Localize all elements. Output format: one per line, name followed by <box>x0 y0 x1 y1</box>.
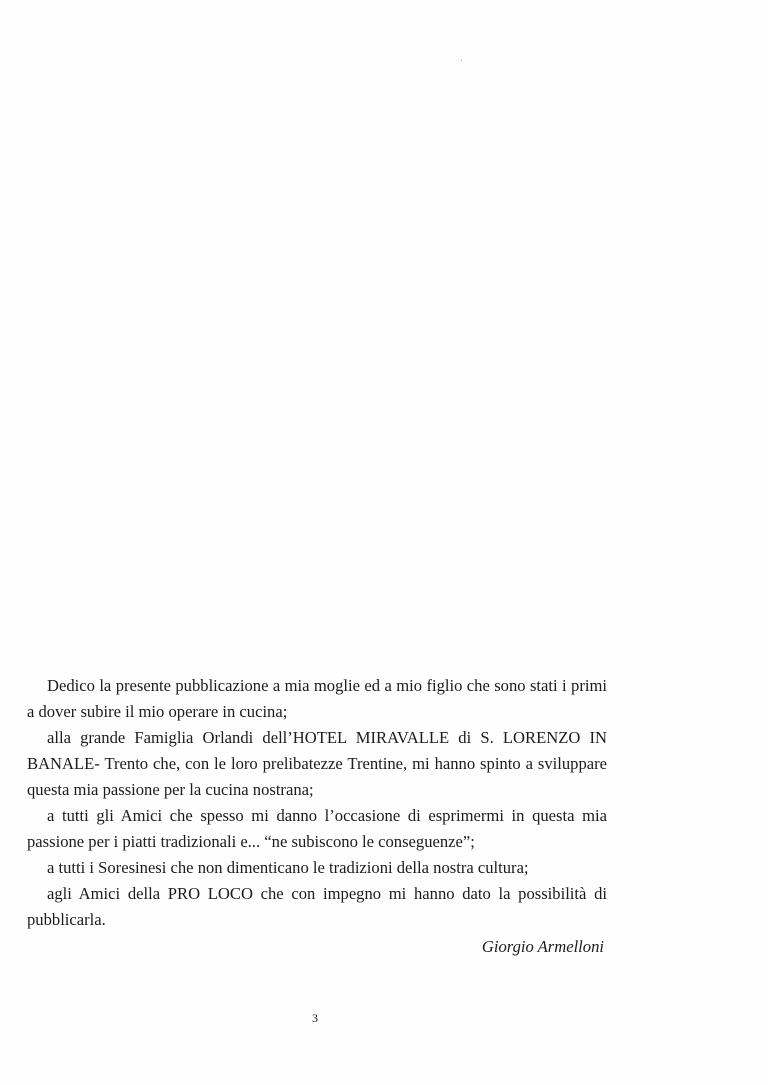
page-number: 3 <box>312 1011 318 1025</box>
dedication-paragraph: agli Amici della PRO LOCO che con impegno mi hanno dato la possibilità di pubblicarla. <box>27 884 607 929</box>
author-signature: Giorgio Armelloni <box>481 937 604 956</box>
dedication-paragraph: a tutti i Soresinesi che non dimenticano le tradizioni della nostra cultura; <box>47 858 529 877</box>
dedication-paragraph: Dedico la presente pubblicazione a mia moglie ed a mio figlio che sono stati i primi a dover subire il mio operare in cucina; <box>27 676 607 721</box>
dedication-text <box>27 673 607 933</box>
dedication-paragraph: alla grande Famiglia Orlandi dell’HOTEL MIRAVALLE di S. LORENZO IN BANALE- Trento che, con le loro prelibatezze Trentine, mi hanno spinto a sviluppare questa mia passione per la cucina nostrana; <box>27 728 607 799</box>
scan-speck <box>461 60 462 61</box>
dedication-paragraph: a tutti gli Amici che spesso mi danno l’occasione di esprimermi in questa mia passione per i piatti tradizionali e... “ne subiscono le conseguenze”; <box>27 806 607 851</box>
